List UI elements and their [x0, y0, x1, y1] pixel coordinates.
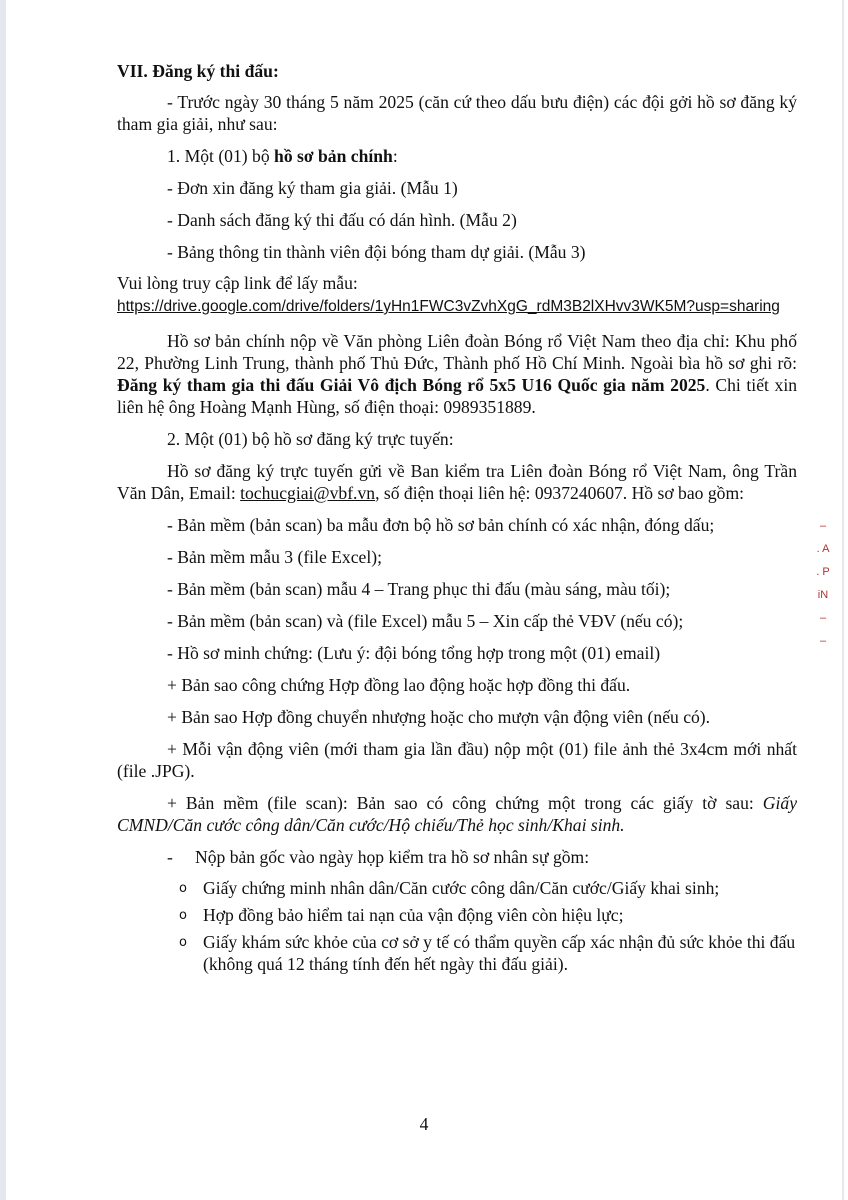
online-item: - Bản mềm mẫu 3 (file Excel);: [167, 547, 382, 567]
online-item: + Bản sao công chứng Hợp đồng lao động hoặc hợp đồng thi đấu.: [167, 675, 631, 695]
page-number: 4: [419, 1114, 429, 1134]
margin-mark: –: [819, 635, 827, 647]
scan-edge-left: [0, 0, 6, 1200]
section1-title-bold: hồ sơ bản chính: [274, 146, 393, 166]
bleed-through-marks: [812, 515, 834, 653]
online-paragraph: [117, 460, 797, 504]
margin-mark: iN: [817, 589, 829, 601]
online-item: + Bản sao Hợp đồng chuyển nhượng hoặc cho mượn vận động viên (nếu có).: [167, 707, 711, 727]
original-docs-title-row: [117, 846, 797, 868]
original-doc-item: [117, 877, 797, 900]
circle-bullet-icon: o: [179, 935, 187, 950]
margin-mark: –: [819, 612, 827, 624]
section2-title: 2. Một (01) bộ hồ sơ đăng ký trực tuyến:: [167, 429, 454, 449]
section-heading: VII. Đăng ký thi đấu:: [117, 61, 279, 81]
online-item: - Bản mềm (bản scan) và (file Excel) mẫu 5 – Xin cấp thẻ VĐV (nếu có);: [167, 611, 684, 631]
photo-item: + Mỗi vận động viên (mới tham gia lần đầu) nộp một (01) file ảnh thẻ 3x4cm mới nhất (file .JPG).: [117, 739, 797, 781]
online-item: - Hồ sơ minh chứng: (Lưu ý: đội bóng tổng hợp trong một (01) email): [167, 643, 661, 663]
online-item: - Bản mềm (bản scan) ba mẫu đơn bộ hồ sơ bản chính có xác nhận, đóng dấu;: [167, 515, 715, 535]
section1-item: - Đơn xin đăng ký tham gia giải. (Mẫu 1): [167, 178, 458, 198]
circle-bullet-icon: o: [179, 881, 187, 896]
section1-title-prefix: 1. Một (01) bộ: [167, 146, 275, 166]
address-paragraph: [117, 330, 797, 418]
original-docs-title: Nộp bản gốc vào ngày họp kiểm tra hồ sơ nhân sự gồm:: [195, 847, 590, 867]
original-doc-item: [117, 931, 797, 975]
section1-title: [117, 145, 797, 167]
margin-mark: . A: [816, 543, 830, 555]
original-doc-item: [117, 904, 797, 927]
section1-item: - Bảng thông tin thành viên đội bóng tham dự giải. (Mẫu 3): [167, 242, 586, 262]
section1-title-suffix: :: [392, 146, 398, 166]
original-docs-block: [117, 846, 797, 975]
original-doc-text: Giấy chứng minh nhân dân/Căn cước công dân/Căn cước/Giấy khai sinh;: [203, 878, 720, 898]
section1-item: - Danh sách đăng ký thi đấu có dán hình. (Mẫu 2): [167, 210, 517, 230]
email-link[interactable]: tochucgiai@vbf.vn: [240, 483, 376, 503]
scan-edge-right: [842, 0, 844, 1200]
link-note: Vui lòng truy cập link để lấy mẫu:: [117, 273, 358, 293]
scan-item: [117, 792, 797, 836]
original-doc-text: Giấy khám sức khỏe của cơ sở y tế có thẩm quyền cấp xác nhận đủ sức khỏe thi đấu (không quá 12 tháng tính đến hết ngày thi đấu giải).: [203, 932, 796, 974]
original-doc-text: Hợp đồng bảo hiểm tai nạn của vận động viên còn hiệu lực;: [203, 905, 624, 925]
margin-mark: –: [819, 520, 827, 532]
dash-marker: -: [167, 847, 173, 867]
document-body: [117, 60, 797, 975]
cover-label-bold: Đăng ký tham gia thi đấu Giải Vô địch Bóng rổ 5x5 U16 Quốc gia năm 2025: [117, 375, 706, 395]
contact-text: . Chi tiết xin liên hệ ông Hoàng Mạnh Hùng, số điện thoại: 0989351889.: [117, 375, 798, 417]
scan-item-documents: Giấy CMND/Căn cước công dân/Căn cước/Hộ chiếu/Thẻ học sinh/Khai sinh.: [117, 793, 797, 835]
templates-link[interactable]: https://drive.google.com/drive/folders/1yHn1FWC3vZvhXgG_rdM3B2lXHvv3WK5M?usp=sharing: [117, 298, 780, 315]
intro-paragraph: - Trước ngày 30 tháng 5 năm 2025 (căn cứ theo dấu bưu điện) các đội gởi hồ sơ đăng ký tham gia giải, như sau:: [117, 92, 797, 134]
online-text-post: , số điện thoại liên hệ: 0937240607. Hồ sơ bao gồm:: [375, 483, 745, 503]
circle-bullet-icon: o: [179, 908, 187, 923]
scan-item-text: + Bản mềm (file scan): Bản sao có công chứng một trong các giấy tờ sau:: [167, 793, 763, 813]
margin-mark: . P: [816, 566, 830, 578]
address-text: Hồ sơ bản chính nộp về Văn phòng Liên đoàn Bóng rổ Việt Nam theo địa chỉ: Khu phố 22, Phường Linh Trung, thành phố Thủ Đức, Thành phố Hồ Chí Minh. Ngoài bìa hồ sơ ghi rõ:: [117, 331, 797, 373]
online-item: - Bản mềm (bản scan) mẫu 4 – Trang phục thi đấu (màu sáng, màu tối);: [167, 579, 671, 599]
online-text-pre: Hồ sơ đăng ký trực tuyến gửi về Ban kiểm tra Liên đoàn Bóng rổ Việt Nam, ông Trần Văn Dân, Email:: [117, 461, 797, 503]
